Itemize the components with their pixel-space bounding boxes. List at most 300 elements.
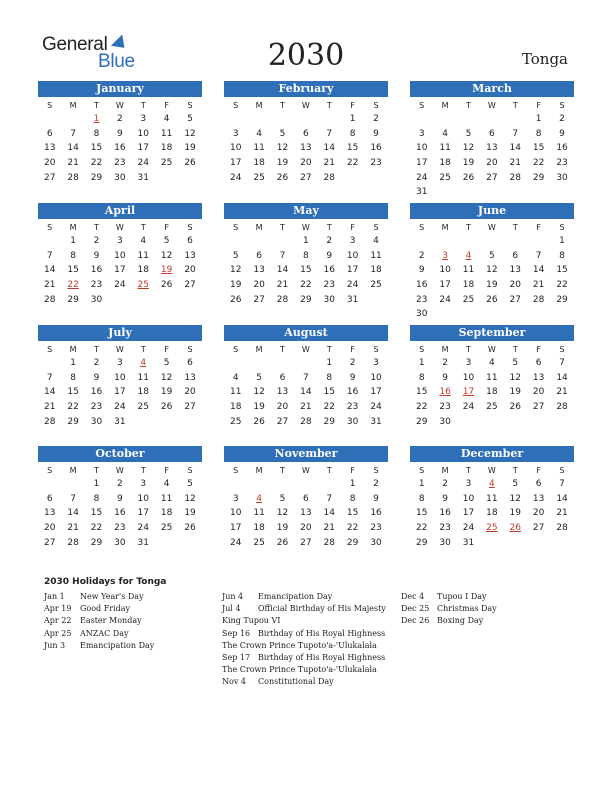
day-cell: 23 bbox=[323, 280, 335, 291]
holidays-title: 2030 Holidays for Tonga bbox=[44, 577, 167, 587]
day-cell: 25 bbox=[160, 523, 173, 534]
weekday-label: W bbox=[301, 223, 310, 232]
day-cell: 1 bbox=[535, 114, 542, 124]
day-cell: 5 bbox=[163, 236, 170, 246]
day-cell: 10 bbox=[137, 128, 149, 139]
day-cell: 19 bbox=[509, 508, 521, 519]
weekday-label: W bbox=[487, 223, 496, 232]
day-cell: 30 bbox=[370, 537, 382, 548]
day-cell: 7 bbox=[70, 128, 76, 139]
day-cell: 4 bbox=[442, 128, 448, 139]
logo-text-blue: Blue bbox=[98, 51, 135, 72]
day-cell: 22 bbox=[415, 523, 428, 534]
day-cell: 27 bbox=[276, 416, 289, 427]
day-cell: 2 bbox=[93, 358, 100, 368]
weekday-label: T bbox=[280, 101, 285, 110]
day-cell: 23 bbox=[114, 158, 126, 169]
month-header: October bbox=[38, 446, 202, 462]
day-cell: 24 bbox=[462, 523, 475, 534]
day-cell: 19 bbox=[253, 402, 265, 413]
month-grid bbox=[224, 343, 388, 429]
day-cell: 1 bbox=[93, 479, 100, 489]
day-cell: 25 bbox=[439, 172, 451, 183]
day-cell: 6 bbox=[489, 128, 495, 139]
weekday-label: T bbox=[94, 466, 99, 475]
day-cell: 17 bbox=[137, 143, 149, 154]
day-cell: 19 bbox=[160, 387, 173, 398]
weekday-label: W bbox=[301, 345, 310, 354]
day-cell: 26 bbox=[184, 523, 196, 534]
day-cell: 14 bbox=[43, 387, 56, 398]
day-cell: 30 bbox=[90, 416, 103, 427]
empty-day bbox=[38, 112, 61, 127]
day-cell: 18 bbox=[370, 265, 382, 276]
month-grid bbox=[38, 99, 202, 185]
day-cell: 9 bbox=[418, 265, 425, 276]
day-cell: 18 bbox=[253, 158, 265, 169]
month-september bbox=[410, 325, 574, 429]
day-cell: 5 bbox=[465, 128, 472, 139]
day-cell: 19 bbox=[229, 280, 242, 291]
day-cell: 5 bbox=[256, 372, 262, 383]
month-november bbox=[224, 446, 388, 550]
day-cell: 2 bbox=[442, 479, 448, 489]
weekday-label: F bbox=[164, 466, 169, 475]
weekday-label: F bbox=[164, 223, 169, 232]
day-cell: 24 bbox=[462, 402, 475, 413]
weekday-label: M bbox=[255, 466, 263, 475]
empty-day bbox=[38, 477, 61, 492]
weekday-label: S bbox=[419, 345, 425, 354]
holiday-entry bbox=[44, 628, 154, 640]
day-cell: 26 bbox=[184, 158, 196, 169]
day-cell: 4 bbox=[163, 114, 170, 124]
day-cell: 14 bbox=[323, 143, 335, 154]
day-cell: 3 bbox=[117, 358, 123, 368]
month-grid bbox=[410, 221, 574, 322]
holiday-entry bbox=[222, 640, 386, 652]
weekday-label: T bbox=[94, 223, 99, 232]
day-cell: 20 bbox=[486, 158, 498, 169]
weekday-label: T bbox=[326, 466, 332, 475]
holiday-day: 17 bbox=[462, 387, 475, 398]
day-cell: 25 bbox=[253, 537, 265, 548]
day-cell: 19 bbox=[276, 158, 289, 169]
empty-day bbox=[504, 234, 527, 249]
month-grid bbox=[38, 343, 202, 429]
weekday-label: T bbox=[140, 101, 146, 110]
day-cell: 5 bbox=[489, 250, 495, 261]
holiday-entry bbox=[222, 664, 386, 676]
day-cell: 21 bbox=[323, 523, 335, 534]
day-cell: 10 bbox=[439, 265, 451, 276]
day-cell: 22 bbox=[323, 402, 335, 413]
weekday-label: S bbox=[373, 223, 379, 232]
day-cell: 20 bbox=[184, 387, 196, 398]
holiday-date: Jan 1 bbox=[44, 592, 65, 601]
day-cell: 27 bbox=[300, 172, 312, 183]
empty-day bbox=[61, 477, 84, 492]
day-cell: 30 bbox=[439, 537, 451, 548]
day-cell: 17 bbox=[462, 508, 475, 519]
day-cell: 6 bbox=[512, 250, 519, 261]
holiday-name: Official Birthday of His Majesty bbox=[258, 604, 386, 614]
empty-day bbox=[527, 234, 550, 249]
day-cell: 9 bbox=[326, 250, 333, 261]
day-cell: 27 bbox=[486, 172, 498, 183]
day-cell: 25 bbox=[370, 280, 382, 291]
day-cell: 13 bbox=[486, 143, 498, 154]
day-cell: 26 bbox=[509, 402, 521, 413]
day-cell: 24 bbox=[439, 294, 451, 305]
empty-day bbox=[457, 112, 480, 127]
day-cell: 11 bbox=[462, 265, 475, 276]
day-cell: 23 bbox=[439, 523, 451, 534]
weekday-label: W bbox=[301, 466, 310, 475]
holiday-day: 16 bbox=[439, 387, 451, 398]
day-cell: 7 bbox=[326, 493, 333, 504]
day-cell: 18 bbox=[160, 508, 173, 519]
day-cell: 29 bbox=[67, 294, 79, 305]
day-cell: 5 bbox=[512, 358, 519, 368]
day-cell: 28 bbox=[67, 172, 79, 183]
holiday-day: 25 bbox=[486, 523, 498, 534]
holiday-date: Dec 25 bbox=[401, 604, 430, 614]
month-may bbox=[224, 203, 388, 307]
day-cell: 2 bbox=[373, 479, 379, 489]
day-cell: 27 bbox=[509, 294, 521, 305]
day-cell: 29 bbox=[556, 294, 568, 305]
day-cell: 5 bbox=[187, 114, 193, 124]
weekday-label: W bbox=[115, 466, 124, 475]
day-cell: 7 bbox=[326, 128, 333, 139]
day-cell: 13 bbox=[43, 143, 56, 154]
holiday-entry bbox=[401, 591, 497, 603]
day-cell: 15 bbox=[90, 143, 103, 154]
day-cell: 9 bbox=[93, 250, 100, 261]
day-cell: 28 bbox=[67, 537, 79, 548]
day-cell: 23 bbox=[346, 402, 359, 413]
day-cell: 23 bbox=[556, 158, 568, 169]
day-cell: 11 bbox=[370, 250, 382, 261]
day-cell: 6 bbox=[535, 479, 542, 489]
weekday-label: S bbox=[419, 466, 425, 475]
day-cell: 12 bbox=[160, 250, 173, 261]
day-cell: 8 bbox=[93, 493, 100, 504]
day-cell: 17 bbox=[370, 387, 382, 398]
day-cell: 26 bbox=[229, 294, 242, 305]
holiday-entry bbox=[401, 615, 497, 627]
weekday-label: T bbox=[94, 345, 99, 354]
day-cell: 19 bbox=[184, 508, 196, 519]
month-header: May bbox=[224, 203, 388, 219]
holiday-name: Birthday of His Royal Highness bbox=[258, 628, 386, 638]
day-cell: 31 bbox=[462, 537, 475, 548]
day-cell: 30 bbox=[323, 294, 335, 305]
day-cell: 2 bbox=[117, 114, 123, 124]
holiday-entry bbox=[44, 640, 154, 652]
day-cell: 27 bbox=[184, 280, 196, 291]
weekday-label: T bbox=[512, 345, 518, 354]
day-cell: 4 bbox=[140, 236, 147, 246]
holiday-name: Constitutional Day bbox=[258, 677, 334, 687]
day-cell: 11 bbox=[486, 493, 498, 504]
month-january bbox=[38, 81, 202, 185]
day-cell: 13 bbox=[184, 372, 196, 383]
day-cell: 12 bbox=[160, 372, 173, 383]
day-cell: 19 bbox=[184, 143, 196, 154]
empty-day bbox=[480, 112, 503, 127]
weekday-label: F bbox=[536, 223, 541, 232]
day-cell: 8 bbox=[70, 372, 76, 383]
day-cell: 29 bbox=[90, 537, 103, 548]
day-cell: 26 bbox=[160, 402, 173, 413]
day-cell: 16 bbox=[556, 143, 568, 154]
day-cell: 23 bbox=[90, 280, 103, 291]
holiday-day: 25 bbox=[137, 280, 149, 291]
day-cell: 16 bbox=[114, 508, 126, 519]
day-cell: 20 bbox=[509, 280, 521, 291]
day-cell: 11 bbox=[160, 128, 173, 139]
day-cell: 4 bbox=[489, 358, 495, 368]
day-cell: 10 bbox=[415, 143, 428, 154]
day-cell: 5 bbox=[187, 479, 193, 489]
weekday-label: M bbox=[255, 223, 263, 232]
empty-day bbox=[224, 356, 247, 371]
day-cell: 1 bbox=[303, 236, 309, 246]
weekday-label: W bbox=[115, 345, 124, 354]
day-cell: 15 bbox=[415, 387, 428, 398]
empty-day bbox=[271, 356, 294, 371]
holiday-date: Jun 3 bbox=[44, 640, 66, 650]
day-cell: 7 bbox=[46, 372, 53, 383]
day-cell: 2 bbox=[93, 236, 100, 246]
day-cell: 23 bbox=[90, 402, 103, 413]
weekday-label: S bbox=[559, 101, 565, 110]
day-cell: 14 bbox=[509, 143, 521, 154]
day-cell: 9 bbox=[373, 128, 379, 139]
day-cell: 30 bbox=[114, 172, 126, 183]
day-cell: 28 bbox=[556, 523, 568, 534]
day-cell: 15 bbox=[67, 387, 79, 398]
day-cell: 25 bbox=[160, 158, 173, 169]
holiday-entry bbox=[44, 591, 154, 603]
holiday-day: 19 bbox=[160, 265, 173, 276]
day-cell: 21 bbox=[509, 158, 521, 169]
day-cell: 20 bbox=[184, 265, 196, 276]
day-cell: 23 bbox=[439, 402, 451, 413]
day-cell: 16 bbox=[323, 265, 335, 276]
day-cell: 8 bbox=[559, 250, 565, 261]
holiday-entry bbox=[44, 603, 154, 615]
day-cell: 7 bbox=[279, 250, 286, 261]
empty-day bbox=[504, 112, 527, 127]
day-cell: 13 bbox=[300, 143, 312, 154]
weekday-label: M bbox=[255, 101, 263, 110]
day-cell: 27 bbox=[43, 172, 56, 183]
day-cell: 30 bbox=[90, 294, 103, 305]
weekday-label: T bbox=[466, 466, 471, 475]
day-cell: 25 bbox=[137, 402, 149, 413]
empty-day bbox=[61, 112, 84, 127]
day-cell: 2 bbox=[559, 114, 565, 124]
day-cell: 13 bbox=[43, 508, 56, 519]
day-cell: 16 bbox=[370, 143, 382, 154]
weekday-label: F bbox=[350, 101, 355, 110]
day-cell: 6 bbox=[279, 372, 286, 383]
holiday-name: Emancipation Day bbox=[80, 640, 155, 650]
day-cell: 12 bbox=[276, 508, 289, 519]
holiday-name: The Crown Prince Tupoto'a-'Ulukalala bbox=[222, 665, 377, 675]
day-cell: 8 bbox=[303, 250, 309, 261]
day-cell: 15 bbox=[346, 143, 359, 154]
day-cell: 30 bbox=[415, 309, 428, 320]
holiday-entry bbox=[222, 652, 386, 664]
weekday-label: W bbox=[487, 345, 496, 354]
day-cell: 22 bbox=[300, 280, 312, 291]
day-cell: 1 bbox=[418, 358, 425, 368]
day-cell: 11 bbox=[253, 508, 265, 519]
day-cell: 18 bbox=[486, 387, 498, 398]
day-cell: 28 bbox=[300, 416, 312, 427]
day-cell: 2 bbox=[349, 358, 356, 368]
day-cell: 6 bbox=[46, 493, 53, 504]
day-cell: 3 bbox=[373, 358, 379, 368]
day-cell: 29 bbox=[300, 294, 312, 305]
day-cell: 7 bbox=[303, 372, 309, 383]
day-cell: 12 bbox=[509, 493, 521, 504]
day-cell: 11 bbox=[137, 250, 149, 261]
day-cell: 12 bbox=[462, 143, 475, 154]
month-grid bbox=[410, 464, 574, 550]
weekday-label: M bbox=[69, 345, 77, 354]
empty-day bbox=[38, 234, 61, 249]
weekday-label: M bbox=[255, 345, 263, 354]
holiday-name: ANZAC Day bbox=[80, 628, 129, 638]
holiday-entry bbox=[222, 591, 386, 603]
day-cell: 6 bbox=[46, 128, 53, 139]
weekday-label: T bbox=[140, 345, 146, 354]
day-cell: 31 bbox=[114, 416, 126, 427]
day-cell: 24 bbox=[229, 172, 242, 183]
empty-day bbox=[247, 356, 270, 371]
weekday-label: M bbox=[69, 101, 77, 110]
day-cell: 14 bbox=[67, 143, 79, 154]
day-cell: 1 bbox=[70, 236, 76, 246]
weekday-label: S bbox=[233, 466, 239, 475]
day-cell: 24 bbox=[137, 158, 149, 169]
holiday-name: Birthday of His Royal Highness bbox=[258, 653, 386, 663]
day-cell: 15 bbox=[323, 387, 335, 398]
day-cell: 21 bbox=[67, 523, 79, 534]
day-cell: 17 bbox=[114, 387, 126, 398]
day-cell: 3 bbox=[140, 479, 147, 489]
weekday-label: S bbox=[233, 223, 239, 232]
day-cell: 5 bbox=[232, 250, 239, 261]
weekday-label: T bbox=[140, 223, 146, 232]
weekday-label: M bbox=[441, 101, 449, 110]
day-cell: 9 bbox=[93, 372, 100, 383]
day-cell: 25 bbox=[462, 294, 475, 305]
day-cell: 30 bbox=[346, 416, 359, 427]
day-cell: 9 bbox=[117, 128, 123, 139]
day-cell: 3 bbox=[117, 236, 123, 246]
day-cell: 13 bbox=[253, 265, 265, 276]
holiday-name: Christmas Day bbox=[437, 604, 497, 614]
day-cell: 20 bbox=[532, 508, 545, 519]
empty-day bbox=[271, 234, 294, 249]
day-cell: 5 bbox=[279, 493, 286, 504]
day-cell: 18 bbox=[137, 265, 149, 276]
day-cell: 1 bbox=[559, 236, 565, 246]
day-cell: 14 bbox=[67, 508, 79, 519]
day-cell: 18 bbox=[229, 402, 242, 413]
weekday-label: T bbox=[280, 345, 285, 354]
holiday-day: 3 bbox=[442, 250, 448, 261]
day-cell: 9 bbox=[373, 493, 379, 504]
day-cell: 29 bbox=[415, 416, 428, 427]
day-cell: 7 bbox=[559, 358, 565, 368]
day-cell: 24 bbox=[229, 537, 242, 548]
month-header: November bbox=[224, 446, 388, 462]
weekday-label: S bbox=[187, 345, 193, 354]
day-cell: 14 bbox=[300, 387, 312, 398]
day-cell: 2 bbox=[117, 479, 123, 489]
day-cell: 13 bbox=[532, 372, 545, 383]
empty-day bbox=[224, 477, 247, 492]
month-header: December bbox=[410, 446, 574, 462]
weekday-label: M bbox=[69, 223, 77, 232]
day-cell: 12 bbox=[509, 372, 521, 383]
weekday-label: M bbox=[441, 466, 449, 475]
weekday-label: S bbox=[373, 345, 379, 354]
holiday-date: Jul 4 bbox=[222, 604, 241, 614]
day-cell: 3 bbox=[465, 358, 472, 368]
day-cell: 22 bbox=[90, 523, 103, 534]
day-cell: 3 bbox=[418, 128, 425, 139]
day-cell: 29 bbox=[415, 537, 428, 548]
day-cell: 22 bbox=[415, 402, 428, 413]
weekday-label: T bbox=[512, 101, 518, 110]
empty-day bbox=[318, 477, 341, 492]
day-cell: 18 bbox=[137, 387, 149, 398]
day-cell: 15 bbox=[415, 508, 428, 519]
holiday-column bbox=[401, 591, 497, 628]
holiday-name: Boxing Day bbox=[437, 616, 484, 626]
weekday-label: T bbox=[466, 223, 471, 232]
weekday-label: T bbox=[326, 345, 332, 354]
day-cell: 22 bbox=[556, 280, 568, 291]
day-cell: 9 bbox=[442, 493, 448, 504]
empty-day bbox=[38, 356, 61, 371]
empty-day bbox=[271, 112, 294, 127]
weekday-label: S bbox=[187, 466, 193, 475]
holiday-name: King Tupou VI bbox=[222, 616, 281, 626]
weekday-label: F bbox=[350, 466, 355, 475]
day-cell: 26 bbox=[160, 280, 173, 291]
day-cell: 12 bbox=[184, 493, 196, 504]
day-cell: 18 bbox=[439, 158, 451, 169]
day-cell: 1 bbox=[418, 479, 425, 489]
holiday-entry bbox=[222, 615, 386, 627]
weekday-label: S bbox=[187, 101, 193, 110]
month-header: March bbox=[410, 81, 574, 97]
day-cell: 21 bbox=[43, 402, 56, 413]
empty-day bbox=[224, 234, 247, 249]
month-october bbox=[38, 446, 202, 550]
day-cell: 8 bbox=[70, 250, 76, 261]
day-cell: 17 bbox=[439, 280, 451, 291]
